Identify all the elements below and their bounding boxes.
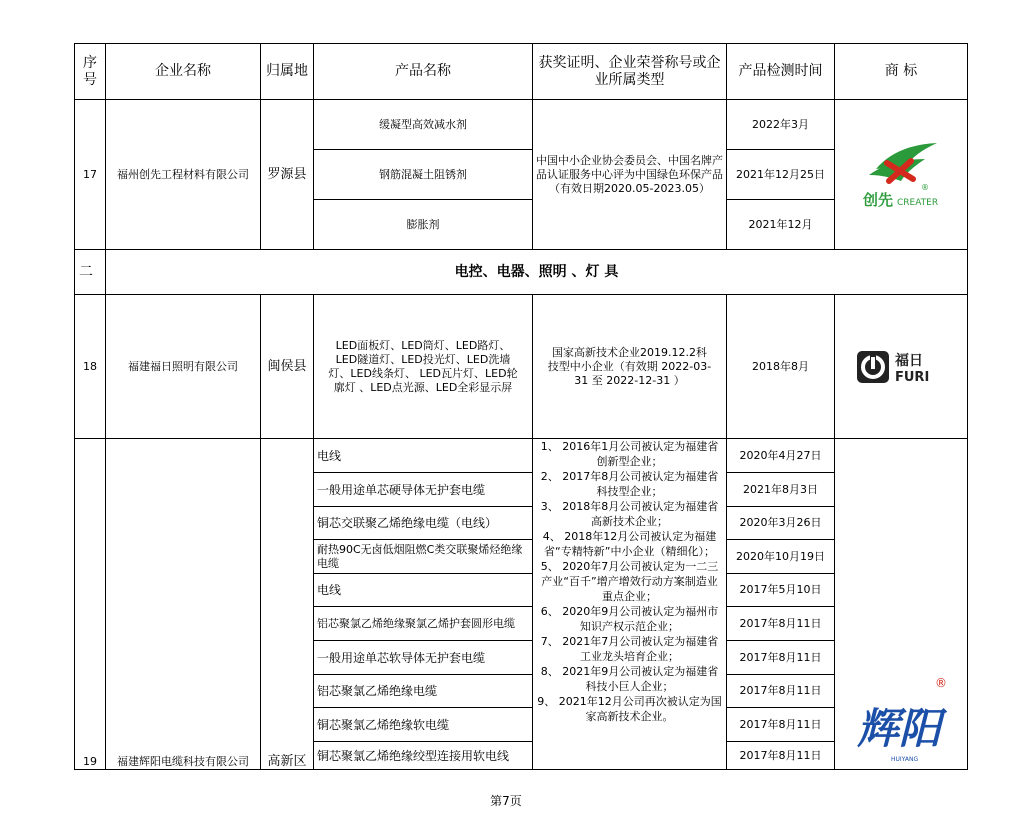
creater-logo-mark: ® (921, 182, 929, 192)
row19-date: 2017年8月11日 (727, 708, 835, 742)
row17-date: 2021年12月 (727, 200, 835, 250)
header-product: 产品名称 (314, 44, 533, 100)
row17-date: 2021年12月25日 (727, 150, 835, 200)
row17-seq: 17 (75, 100, 106, 250)
huiyang-logo-mark: ® (935, 676, 947, 690)
creater-logo (838, 135, 964, 215)
row19-product: 铝芯聚氯乙烯绝缘电缆 (314, 675, 533, 708)
header-test-time: 产品检测时间 (727, 44, 835, 100)
row18-trademark (835, 295, 968, 439)
row17-region: 罗源县 (261, 100, 314, 250)
product-table (74, 43, 968, 770)
row19-product: 铜芯聚氯乙烯绝缘软电缆 (314, 708, 533, 742)
row17-trademark (835, 100, 968, 250)
row19-product: 铜芯聚氯乙烯绝缘绞型连接用软电线 (314, 742, 533, 770)
row19-date: 2017年8月11日 (727, 607, 835, 641)
section-number: 二 (75, 250, 106, 295)
header-region: 归属地 (261, 44, 314, 100)
row19-award-item: 5、 2020年7月公司被认定为一二三产业“百千”增产增效行动方案制造业重点企业； (540, 560, 719, 603)
header-seq: 序号 (75, 44, 106, 100)
huiyang-logo (838, 675, 964, 769)
row17-company: 福州创先工程材料有限公司 (106, 100, 261, 250)
row19-date: 2020年10月19日 (727, 540, 835, 574)
row17-product: 膨胀剂 (314, 200, 533, 250)
row19-award-item: 4、 2018年12月公司被认定为福建省“专精特新”中小企业（精细化）； (542, 530, 717, 558)
row19-date: 2020年4月27日 (727, 439, 835, 473)
row19-date: 2020年3月26日 (727, 507, 835, 540)
row19-product: 铝芯聚氯乙烯绝缘聚氯乙烯护套圆形电缆 (314, 607, 533, 641)
row19-product: 电线 (314, 439, 533, 473)
header-award: 获奖证明、企业荣誉称号或企业所属类型 (533, 44, 727, 100)
page-number: 第7页 (490, 794, 522, 808)
furi-logo (838, 349, 964, 385)
row19-product: 耐热90C无卤低烟阻燃C类交联聚烯烃绝缘电缆 (314, 540, 533, 574)
huiyang-logo-en: HUIYANG (891, 756, 919, 763)
row17-product: 缓凝型高效减水剂 (314, 100, 533, 150)
row19-date: 2017年5月10日 (727, 574, 835, 607)
row18-company: 福建福日照明有限公司 (106, 295, 261, 439)
row19-award-item: 9、 2021年12月公司再次被认定为国家高新技术企业。 (537, 695, 722, 723)
row19-award (533, 439, 727, 770)
row19-trademark (835, 439, 968, 770)
row17-date: 2022年3月 (727, 100, 835, 150)
row19-award-item: 7、 2021年7月公司被认定为福建省工业龙头培育企业； (540, 635, 719, 663)
row17-award: 中国中小企业协会委员会、中国名牌产品认证服务中心评为中国绿色环保产品（有效日期2020.05-2023.05） (533, 100, 727, 250)
row18-region: 闽侯县 (261, 295, 314, 439)
huiyang-logo-cn: 辉阳 (857, 704, 942, 753)
row19-date: 2017年8月11日 (727, 641, 835, 675)
row19-date: 2017年8月11日 (727, 742, 835, 770)
row18-product: LED面板灯、LED筒灯、LED路灯、LED隧道灯、LED投光灯、LED洗墙灯、LED线条灯、 LED瓦片灯、LED轮廓灯 、LED点光源、LED全彩显示屏 (314, 295, 533, 439)
row19-region: 高新区 (261, 439, 314, 770)
header-company: 企业名称 (106, 44, 261, 100)
row19-product: 铜芯交联聚乙烯绝缘电缆（电线） (314, 507, 533, 540)
header-trademark: 商 标 (835, 44, 968, 100)
row17-product: 钢筋混凝土阻锈剂 (314, 150, 533, 200)
row19-product: 一般用途单芯硬导体无护套电缆 (314, 473, 533, 507)
row19-product: 电线 (314, 574, 533, 607)
row19-product: 一般用途单芯软导体无护套电缆 (314, 641, 533, 675)
furi-logo-cn: 福日 (895, 352, 923, 369)
row19-date: 2021年8月3日 (727, 473, 835, 507)
row18-award: 国家高新技术企业2019.12.2科技型中小企业（有效期 2022-03-31 至 2022-12-31 ） (533, 295, 727, 439)
creater-logo-en: CREATER (897, 197, 939, 208)
row19-award-item: 6、 2020年9月公司被认定为福州市知识产权示范企业； (540, 605, 719, 633)
row19-seq: 19 (75, 439, 106, 770)
row19-award-item: 8、 2021年9月公司被认定为福建省科技小巨人企业； (540, 665, 719, 693)
row18-seq: 18 (75, 295, 106, 439)
furi-logo-en: FURI (895, 369, 930, 385)
section-title: 电控、电器、照明 、灯 具 (106, 250, 968, 295)
row19-award-item: 1、 2016年1月公司被认定为福建省创新型企业； (540, 440, 719, 468)
row19-company: 福建辉阳电缆科技有限公司 (106, 439, 261, 770)
row18-date: 2018年8月 (727, 295, 835, 439)
row19-date: 2017年8月11日 (727, 675, 835, 708)
row19-award-item: 3、 2018年8月公司被认定为福建省高新技术企业； (540, 500, 719, 528)
row19-award-item: 2、 2017年8月公司被认定为福建省科技型企业； (540, 470, 719, 498)
creater-logo-cn: 创先 (863, 190, 894, 209)
